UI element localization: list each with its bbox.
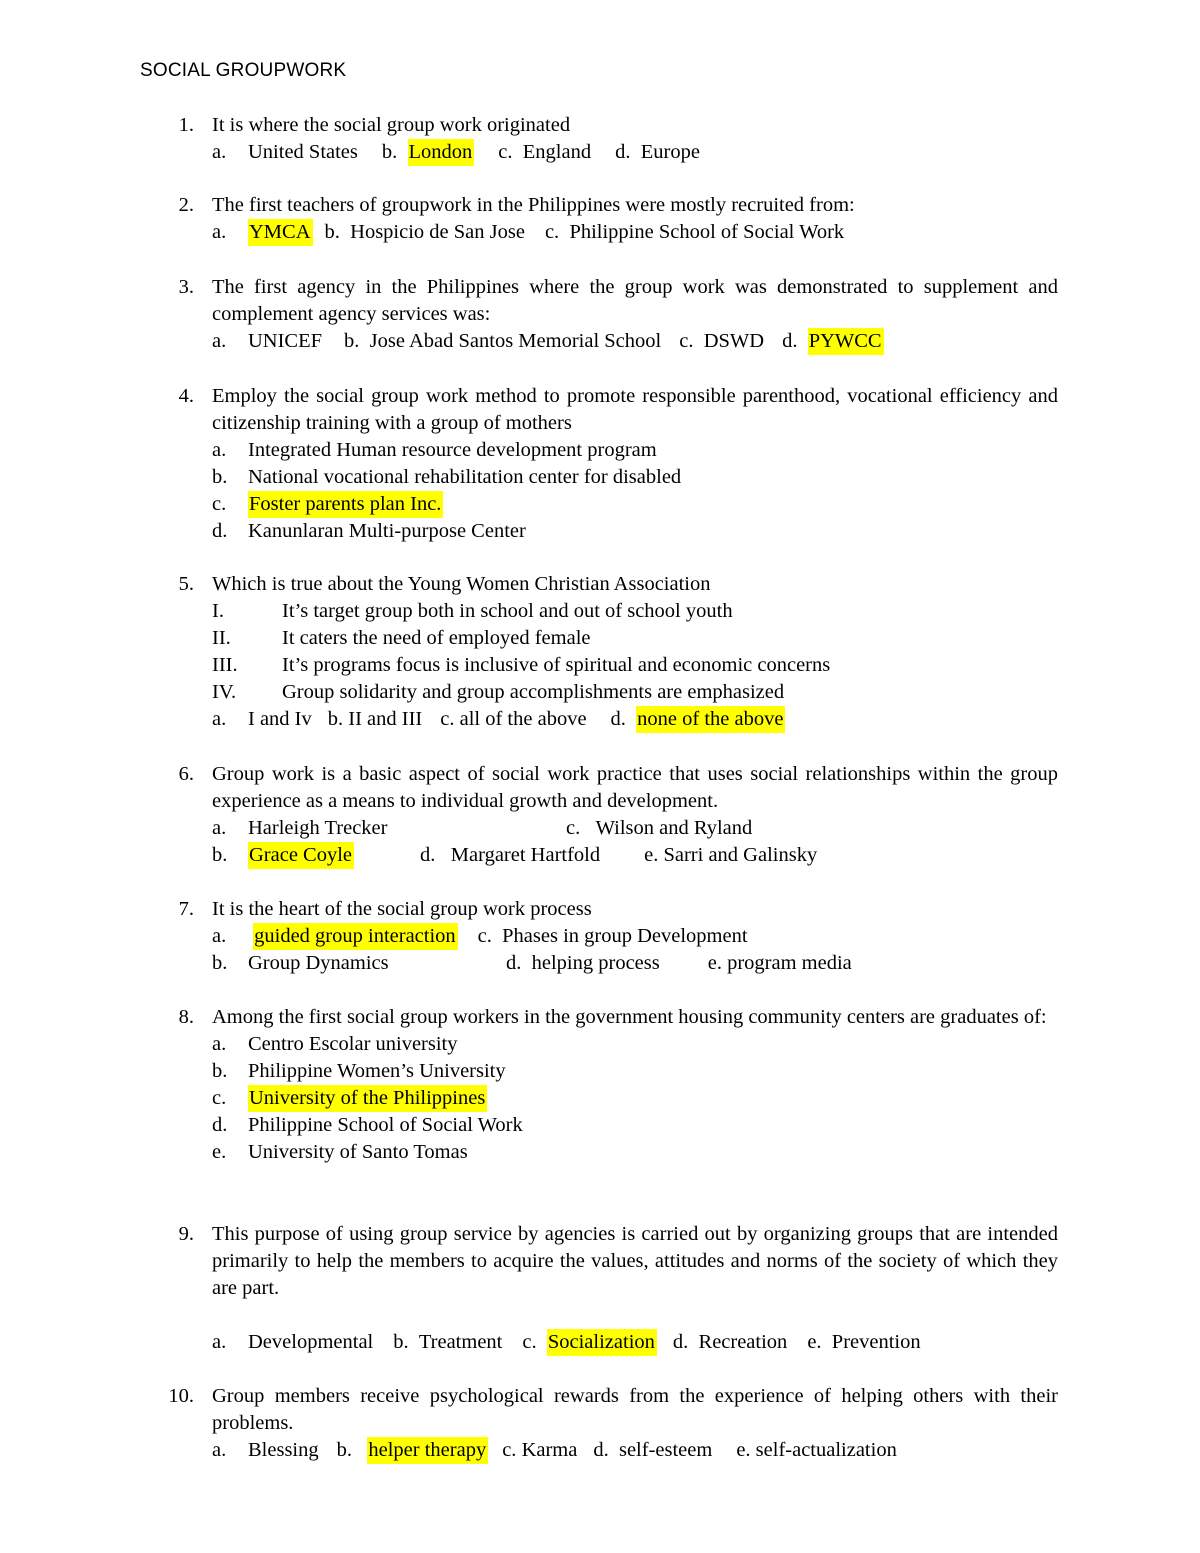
- option-row: a. UNICEF b. Jose Abad Santos Memorial School c. DSWD d. PYWCC: [212, 328, 1058, 355]
- question-stem: Which is true about the Young Women Christian Association: [212, 573, 711, 595]
- question-5: [0, 571, 1200, 733]
- question-stem: This purpose of using group service by agencies is carried out by organizing groups that are intended primarily to help the members to acquire the values, attitudes and norms of the society of which they are part.: [212, 1223, 1058, 1299]
- question-4: [0, 383, 1200, 545]
- option-c-row: c. Foster parents plan Inc.: [212, 491, 1058, 518]
- option-c: Philippine School of Social Work: [569, 221, 845, 243]
- option-e: self-actualization: [755, 1439, 897, 1461]
- option-c: all of the above: [459, 708, 587, 730]
- option-d-answer: none of the above: [636, 706, 785, 733]
- option-c-answer: University of the Philippines: [248, 1085, 487, 1112]
- question-number: 5.: [178, 573, 194, 595]
- question-stem: Group work is a basic aspect of social work practice that uses social relationships within the group experience as a means to individual growth and development.: [212, 763, 1058, 812]
- question-stem: It is where the social group work originated: [212, 114, 571, 136]
- option-b: Jose Abad Santos Memorial School: [369, 330, 662, 352]
- statement-2: II. It caters the need of employed female: [212, 627, 591, 649]
- option-d: helping process: [531, 952, 660, 974]
- question-10: [0, 1383, 1200, 1464]
- option-d-answer: PYWCC: [808, 328, 884, 355]
- option-d: Europe: [640, 141, 700, 163]
- question-stem: The first agency in the Philippines where the group work was demonstrated to supplement and complement agency services was:: [212, 276, 1058, 325]
- question-number: 8.: [178, 1006, 194, 1028]
- option-d: Margaret Hartfold: [450, 844, 601, 866]
- option-a-answer: guided group interaction: [253, 923, 458, 950]
- question-number: 2.: [178, 194, 194, 216]
- option-a: Blessing: [248, 1439, 319, 1461]
- question-stem: Among the first social group workers in the government housing community centers are graduates of:: [212, 1006, 1047, 1028]
- option-a-answer: YMCA: [248, 219, 313, 246]
- question-9: [0, 1221, 1200, 1356]
- option-d: Recreation: [698, 1331, 788, 1353]
- option-d-row: d. Philippine School of Social Work: [212, 1112, 1058, 1139]
- option-a: Centro Escolar university: [248, 1033, 458, 1055]
- option-row-2: b. Grace Coyle d. Margaret Hartfold e. Sarri and Galinsky: [212, 842, 1058, 869]
- option-c-answer: Foster parents plan Inc.: [248, 491, 443, 518]
- option-a-row: a. Integrated Human resource development program: [212, 437, 1058, 464]
- option-row: a. Developmental b. Treatment c. Socialization d. Recreation e. Prevention: [212, 1329, 1058, 1356]
- option-b-answer: London: [408, 139, 475, 166]
- option-a: Integrated Human resource development program: [248, 439, 657, 461]
- statement-4: IV. Group solidarity and group accomplishments are emphasized: [212, 681, 785, 703]
- option-e: Prevention: [831, 1331, 921, 1353]
- option-b: II and III: [348, 708, 423, 730]
- question-6: [0, 761, 1200, 869]
- option-c-row: c. University of the Philippines: [212, 1085, 1058, 1112]
- option-e: Sarri and Galinsky: [663, 844, 818, 866]
- option-b: Group Dynamics: [248, 952, 389, 974]
- question-number: 10.: [168, 1385, 194, 1407]
- question-number: 1.: [178, 114, 194, 136]
- option-row-2: b. Group Dynamics d. helping process e. program media: [212, 950, 1058, 977]
- question-stem: It is the heart of the social group work process: [212, 898, 592, 920]
- statement-1: I. It’s target group both in school and out of school youth: [212, 600, 733, 622]
- option-c-answer: Socialization: [547, 1329, 657, 1356]
- option-c: Phases in group Development: [502, 925, 748, 947]
- option-d: Kanunlaran Multi-purpose Center: [248, 520, 526, 542]
- option-row: a. Blessing b. helper therapy c. Karma d. self-esteem e. self-actualization: [212, 1437, 1058, 1464]
- option-b-row: b. Philippine Women’s University: [212, 1058, 1058, 1085]
- option-b-answer: Grace Coyle: [248, 842, 354, 869]
- option-b: Philippine Women’s University: [248, 1060, 506, 1082]
- option-d: self-esteem: [618, 1439, 713, 1461]
- option-c: England: [522, 141, 592, 163]
- page-title: SOCIAL GROUPWORK: [140, 60, 347, 81]
- option-c: DSWD: [703, 330, 765, 352]
- question-1: [0, 112, 1200, 166]
- option-a-row: a. Centro Escolar university: [212, 1031, 1058, 1058]
- option-a: I and Iv: [248, 708, 312, 730]
- option-b-answer: helper therapy: [367, 1437, 488, 1464]
- option-a: Developmental: [248, 1331, 374, 1353]
- option-b-row: b. National vocational rehabilitation center for disabled: [212, 464, 1058, 491]
- option-row: a. YMCA b. Hospicio de San Jose c. Philippine School of Social Work: [212, 219, 1058, 246]
- question-stem: Group members receive psychological rewards from the experience of helping others with their problems.: [212, 1385, 1058, 1434]
- option-row-1: a. guided group interaction c. Phases in group Development: [212, 923, 1058, 950]
- option-c: Wilson and Ryland: [595, 817, 753, 839]
- question-number: 4.: [178, 385, 194, 407]
- question-7: [0, 896, 1200, 977]
- question-stem: The first teachers of groupwork in the Philippines were mostly recruited from:: [212, 194, 855, 216]
- question-number: 6.: [178, 763, 194, 785]
- option-a: UNICEF: [248, 330, 323, 352]
- question-8: [0, 1004, 1200, 1166]
- question-stem: Employ the social group work method to promote responsible parenthood, vocational efficiency and citizenship training with a group of mothers: [212, 385, 1058, 434]
- option-d: Philippine School of Social Work: [248, 1114, 523, 1136]
- statement-3: III. It’s programs focus is inclusive of spiritual and economic concerns: [212, 654, 831, 676]
- option-e: program media: [727, 952, 852, 974]
- option-b: Hospicio de San Jose: [350, 221, 525, 243]
- question-3: [0, 274, 1200, 355]
- option-e: University of Santo Tomas: [248, 1141, 468, 1163]
- option-a: United States: [248, 141, 358, 163]
- option-d-row: d. Kanunlaran Multi-purpose Center: [212, 518, 1058, 545]
- option-a: Harleigh Trecker: [248, 817, 388, 839]
- question-number: 3.: [178, 276, 194, 298]
- question-number: 7.: [178, 898, 194, 920]
- option-b: Treatment: [418, 1331, 503, 1353]
- question-number: 9.: [178, 1223, 194, 1245]
- option-b: National vocational rehabilitation center for disabled: [248, 466, 682, 488]
- question-2: [0, 192, 1200, 246]
- option-c: Karma: [521, 1439, 578, 1461]
- option-row: a. I and Iv b. II and III c. all of the above d. none of the above: [212, 706, 1058, 733]
- option-row: a. United States b. London c. England d. Europe: [212, 139, 1058, 166]
- option-row-1: a. Harleigh Trecker c. Wilson and Ryland: [212, 815, 1058, 842]
- option-e-row: e. University of Santo Tomas: [212, 1139, 1058, 1166]
